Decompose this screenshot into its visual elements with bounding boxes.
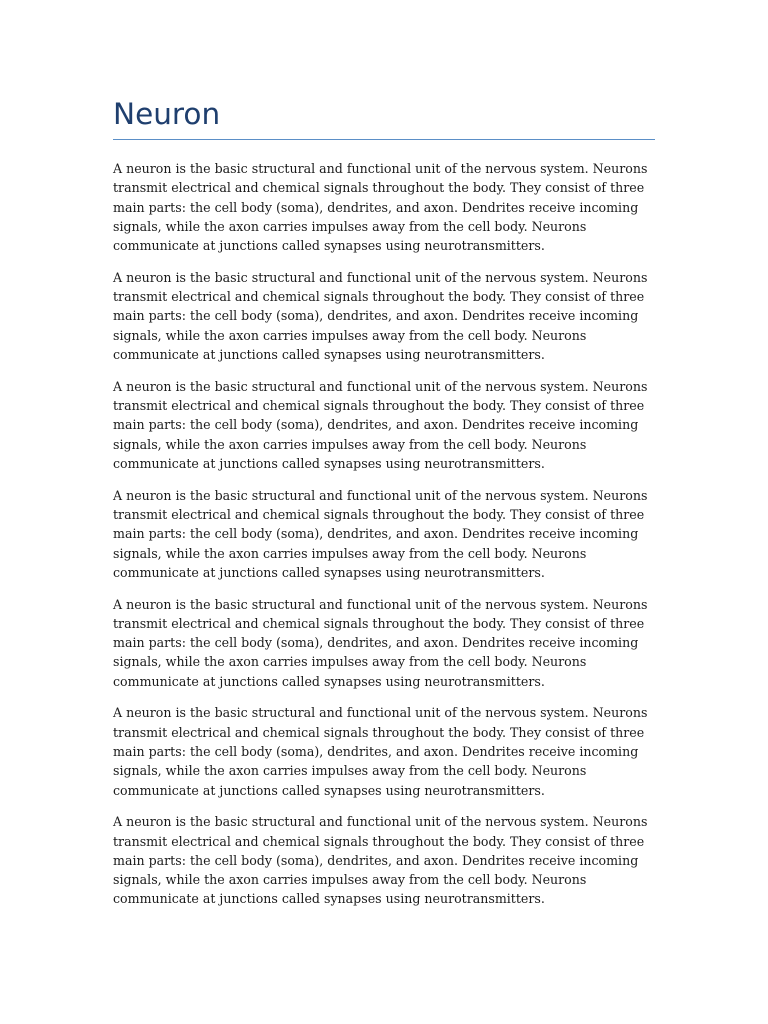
document-page — [113, 92, 655, 921]
paragraph: A neuron is the basic structural and functional unit of the nervous system. Neurons transmit electrical and chemical signals throughout the body. They consist of three main parts: the cell body (soma), dendrites, and axon. Dendrites receive incoming signals, while the axon carries impulses away from the cell body. Neurons communicate at junctions called synapses using neurotransmitters. — [113, 596, 648, 689]
paragraph: A neuron is the basic structural and functional unit of the nervous system. Neurons transmit electrical and chemical signals throughout the body. They consist of three main parts: the cell body (soma), dendrites, and axon. Dendrites receive incoming signals, while the axon carries impulses away from the cell body. Neurons communicate at junctions called synapses using neurotransmitters. — [113, 705, 648, 798]
title-divider — [113, 139, 655, 140]
page-title: Neuron — [113, 97, 221, 131]
paragraph: A neuron is the basic structural and functional unit of the nervous system. Neurons transmit electrical and chemical signals throughout the body. They consist of three main parts: the cell body (soma), dendrites, and axon. Dendrites receive incoming signals, while the axon carries impulses away from the cell body. Neurons communicate at junctions called synapses using neurotransmitters. — [113, 487, 648, 580]
paragraph: A neuron is the basic structural and functional unit of the nervous system. Neurons transmit electrical and chemical signals throughout the body. They consist of three main parts: the cell body (soma), dendrites, and axon. Dendrites receive incoming signals, while the axon carries impulses away from the cell body. Neurons communicate at junctions called synapses using neurotransmitters. — [113, 269, 648, 363]
document-body — [113, 159, 655, 909]
paragraph: A neuron is the basic structural and functional unit of the nervous system. Neurons transmit electrical and chemical signals throughout the body. They consist of three main parts: the cell body (soma), dendrites, and axon. Dendrites receive incoming signals, while the axon carries impulses away from the cell body. Neurons communicate at junctions called synapses using neurotransmitters. — [113, 378, 648, 471]
paragraph: A neuron is the basic structural and functional unit of the nervous system. Neurons transmit electrical and chemical signals throughout the body. They consist of three main parts: the cell body (soma), dendrites, and axon. Dendrites receive incoming signals, while the axon carries impulses away from the cell body. Neurons communicate at junctions called synapses using neurotransmitters. — [113, 814, 648, 907]
paragraph: A neuron is the basic structural and functional unit of the nervous system. Neurons transmit electrical and chemical signals throughout the body. They consist of three main parts: the cell body (soma), dendrites, and axon. Dendrites receive incoming signals, while the axon carries impulses away from the cell body. Neurons communicate at junctions called synapses using neurotransmitters. — [113, 161, 648, 254]
